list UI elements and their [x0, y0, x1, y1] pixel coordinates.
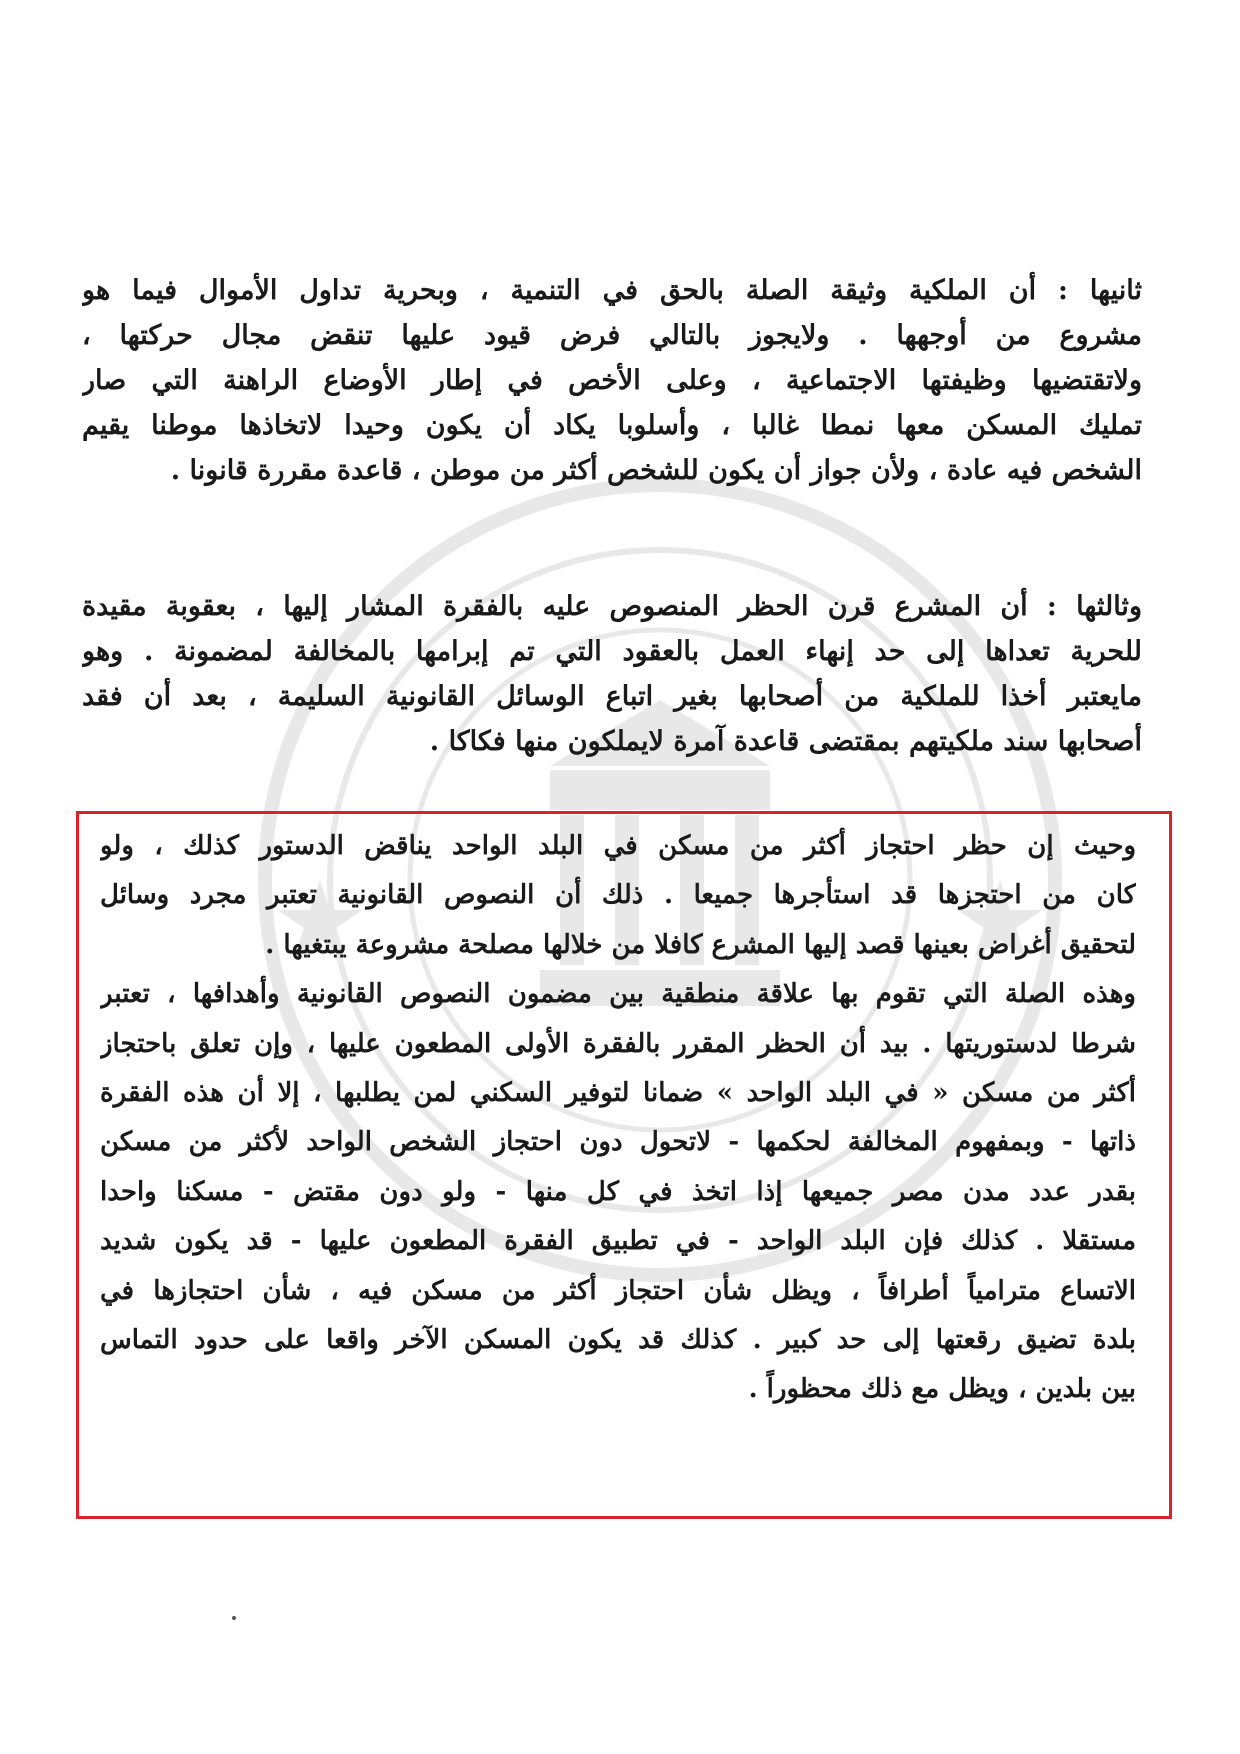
text-line: وهذه الصلة التي تقوم بها علاقة منطقية بين مضمون النصوص القانونية وأهدافها ، تعتبر [100, 979, 1136, 1010]
text-line: ذاتها - وبمفهوم المخالفة لحكمها - لاتحول دون احتجاز الشخص الواحد لأكثر من مسكن [100, 1127, 1136, 1158]
text-line: مايعتبر أخذا للملكية من أصحابها بغير اتباع الوسائل القانونية السليمة ، بعد أن فقد [82, 681, 1142, 712]
text-line: كان من احتجزها قد استأجرها جميعا . ذلك أن النصوص القانونية تعتبر مجرد وسائل [100, 880, 1136, 911]
paragraph-second-reason [82, 268, 1142, 493]
paragraph-third-reason [82, 584, 1142, 764]
text-line: أكثر من مسكن « في البلد الواحد » ضمانا لتوفير السكني لمن يطلبها ، إلا أن هذه الفقرة [100, 1077, 1136, 1108]
text-line: مستقلا . كذلك فإن البلد الواحد - في تطبيق الفقرة المطعون عليها - قد يكون شديد [100, 1226, 1136, 1257]
text-line: ولاتقتضيها وظيفتها الاجتماعية ، وعلى الأخص في إطار الأوضاع الراهنة التي صار [82, 365, 1142, 396]
text-line: تمليك المسكن معها نمطا غالبا ، وأسلوبا يكاد أن يكون وحيدا لاتخاذها موطنا يقيم [82, 410, 1142, 441]
text-line: الشخص فيه عادة ، ولأن جواز أن يكون للشخص أكثر من موطن ، قاعدة مقررة قانونا . [170, 455, 1142, 486]
text-line: بلدة تضيق رقعتها إلى حد كبير . كذلك قد يكون المسكن الآخر واقعا على حدود التماس [100, 1324, 1136, 1355]
text-line: للحرية تعداها إلى حد إنهاء العمل بالعقود التي تم إبرامها بالمخالفة لمضمونة . وهو [82, 636, 1142, 667]
text-line: أصحابها سند ملكيتهم بمقتضى قاعدة آمرة لايملكون منها فكاكا . [429, 726, 1142, 757]
scan-speck [232, 1616, 236, 1620]
text-line: لتحقيق أغراض بعينها قصد إليها المشرع كافلا من خلالها مصلحة مشروعة يبتغيها . [265, 929, 1136, 960]
paragraph-highlighted [100, 822, 1136, 1415]
text-line: الاتساع مترامياً أطرافاً ، ويظل شأن احتجاز أكثر من مسكن فيه ، شأن احتجازها في [100, 1275, 1136, 1306]
text-line: مشروع من أوجهها . ولايجوز بالتالي فرض قيود عليها تنقض مجال حركتها ، [82, 320, 1142, 351]
text-line: وحيث إن حظر احتجاز أكثر من مسكن في البلد الواحد يناقض الدستور كذلك ، ولو [100, 831, 1136, 861]
text-line: بقدر عدد مدن مصر جميعها إذا اتخذ في كل منها - ولو دون مقتض - مسكنا واحدا [100, 1176, 1136, 1207]
text-line: بين بلدين ، ويظل مع ذلك محظوراً . [748, 1374, 1136, 1405]
text-line: شرطا لدستوريتها . بيد أن الحظر المقرر بالفقرة الأولى المطعون عليها ، وإن تعلق باحتجاز [100, 1028, 1136, 1059]
text-line: وثالثها : أن المشرع قرن الحظر المنصوص عليه بالفقرة المشار إليها ، بعقوبة مقيدة [82, 591, 1142, 622]
text-line: ثانيها : أن الملكية وثيقة الصلة بالحق في التنمية ، وبحرية تداول الأموال فيما هو [82, 275, 1142, 306]
